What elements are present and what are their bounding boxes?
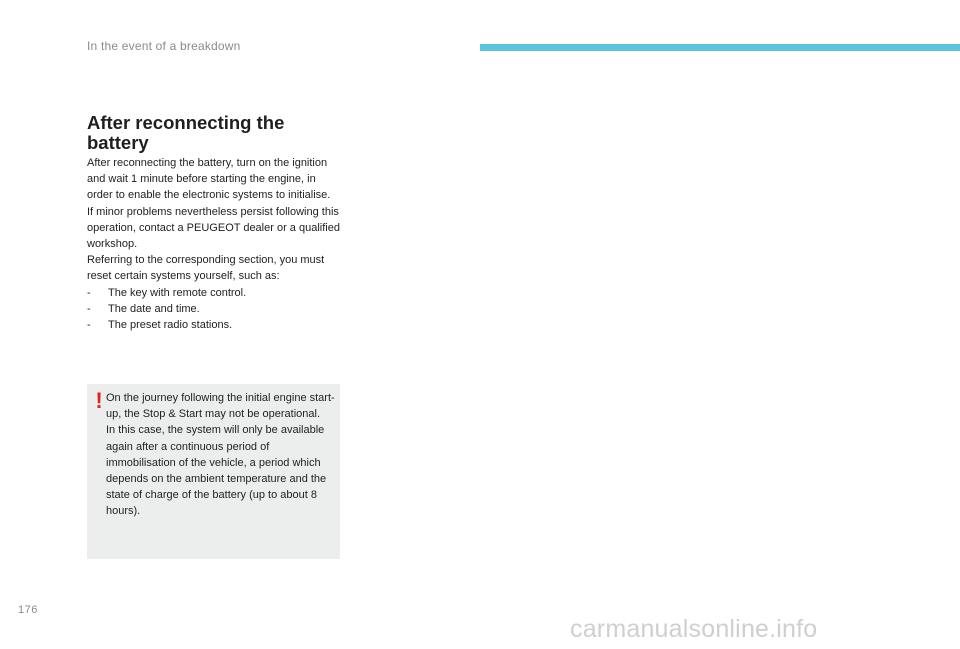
list-item — [87, 301, 342, 317]
page-number: 176 — [18, 604, 38, 616]
warning-text — [106, 390, 336, 520]
warning-paragraph-2: In this case, the system will only be available again after a continuous period of immobilisation of the vehicle, a period which depends on the ambient temperature and the state of charge of the battery (up to about 8 hours). — [106, 424, 327, 518]
section-title: After reconnecting the battery — [87, 112, 285, 153]
watermark: carmanualsonline.info — [570, 615, 818, 643]
body-paragraph-1: After reconnecting the battery, turn on the ignition and wait 1 minute before starting the engine, in order to enable the electronic systems to initialise. — [87, 157, 331, 202]
list-dash: - — [87, 302, 91, 315]
list-item-text: The key with remote control. — [108, 286, 247, 299]
list-item-text: The date and time. — [108, 302, 200, 315]
reset-systems-list — [87, 285, 342, 334]
warning-icon: ! — [95, 388, 103, 413]
header-section-title: In the event of a breakdown — [87, 39, 241, 53]
list-item — [87, 317, 342, 333]
header-accent-bar — [480, 44, 960, 51]
body-text — [87, 155, 342, 333]
body-paragraph-2: If minor problems nevertheless persist following this operation, contact a PEUGEOT dealer or a qualified workshop. — [87, 205, 340, 251]
body-paragraph-3: Referring to the corresponding section, you must reset certain systems yourself, such as: — [87, 254, 325, 283]
list-dash: - — [87, 319, 91, 332]
warning-paragraph-1: On the journey following the initial engine start-up, the Stop & Start may not be operational. — [106, 392, 335, 421]
list-dash: - — [87, 286, 91, 299]
list-item-text: The preset radio stations. — [108, 319, 233, 332]
list-item — [87, 285, 342, 301]
